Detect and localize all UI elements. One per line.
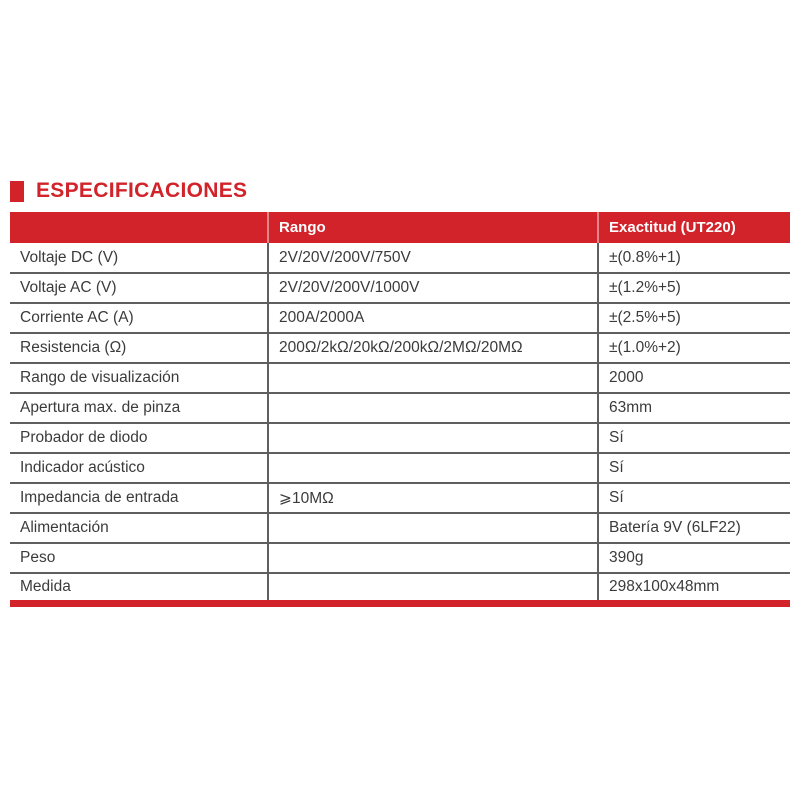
table-row — [10, 333, 790, 363]
cell-rango: ⩾10MΩ — [268, 483, 598, 513]
header-cell-exactitud: Exactitud (UT220) — [598, 212, 790, 243]
table-row — [10, 573, 790, 603]
cell-exactitud: ±(0.8%+1) — [598, 243, 790, 273]
cell-parameter: Corriente AC (A) — [10, 303, 268, 333]
cell-rango: 200A/2000A — [268, 303, 598, 333]
table-row — [10, 393, 790, 423]
cell-exactitud: ±(1.2%+5) — [598, 273, 790, 303]
cell-parameter: Medida — [10, 573, 268, 603]
cell-rango — [268, 393, 598, 423]
cell-exactitud: 63mm — [598, 393, 790, 423]
cell-parameter: Resistencia (Ω) — [10, 333, 268, 363]
table-row — [10, 453, 790, 483]
header-row — [10, 212, 790, 243]
cell-rango — [268, 573, 598, 603]
table-row — [10, 513, 790, 543]
title-bullet-square-icon — [10, 181, 24, 202]
table-row — [10, 273, 790, 303]
cell-parameter: Peso — [10, 543, 268, 573]
cell-parameter: Alimentación — [10, 513, 268, 543]
cell-rango: 200Ω/2kΩ/20kΩ/200kΩ/2MΩ/20MΩ — [268, 333, 598, 363]
cell-exactitud: Sí — [598, 483, 790, 513]
page-title: ESPECIFICACIONES — [36, 179, 248, 202]
table-row — [10, 303, 790, 333]
table-row — [10, 423, 790, 453]
cell-exactitud: Sí — [598, 423, 790, 453]
table-row — [10, 543, 790, 573]
cell-parameter: Indicador acústico — [10, 453, 268, 483]
cell-parameter: Impedancia de entrada — [10, 483, 268, 513]
cell-exactitud: 390g — [598, 543, 790, 573]
cell-exactitud: ±(2.5%+5) — [598, 303, 790, 333]
header-cell-rango: Rango — [268, 212, 598, 243]
table-row — [10, 363, 790, 393]
cell-rango — [268, 363, 598, 393]
spec-table-header — [10, 212, 790, 243]
cell-rango — [268, 513, 598, 543]
cell-rango — [268, 543, 598, 573]
cell-rango — [268, 423, 598, 453]
cell-parameter: Probador de diodo — [10, 423, 268, 453]
cell-parameter: Rango de visualización — [10, 363, 268, 393]
section-title-row — [10, 179, 247, 203]
cell-exactitud: Batería 9V (6LF22) — [598, 513, 790, 543]
cell-parameter: Voltaje DC (V) — [10, 243, 268, 273]
cell-exactitud: Sí — [598, 453, 790, 483]
table-row — [10, 483, 790, 513]
specifications-table — [10, 212, 790, 607]
header-cell-parameter — [10, 212, 268, 243]
cell-rango: 2V/20V/200V/1000V — [268, 273, 598, 303]
cell-rango — [268, 453, 598, 483]
cell-rango: 2V/20V/200V/750V — [268, 243, 598, 273]
table-row — [10, 243, 790, 273]
cell-parameter: Apertura max. de pinza — [10, 393, 268, 423]
cell-parameter: Voltaje AC (V) — [10, 273, 268, 303]
spec-table-body — [10, 243, 790, 603]
cell-exactitud: 2000 — [598, 363, 790, 393]
cell-exactitud: 298x100x48mm — [598, 573, 790, 603]
cell-exactitud: ±(1.0%+2) — [598, 333, 790, 363]
